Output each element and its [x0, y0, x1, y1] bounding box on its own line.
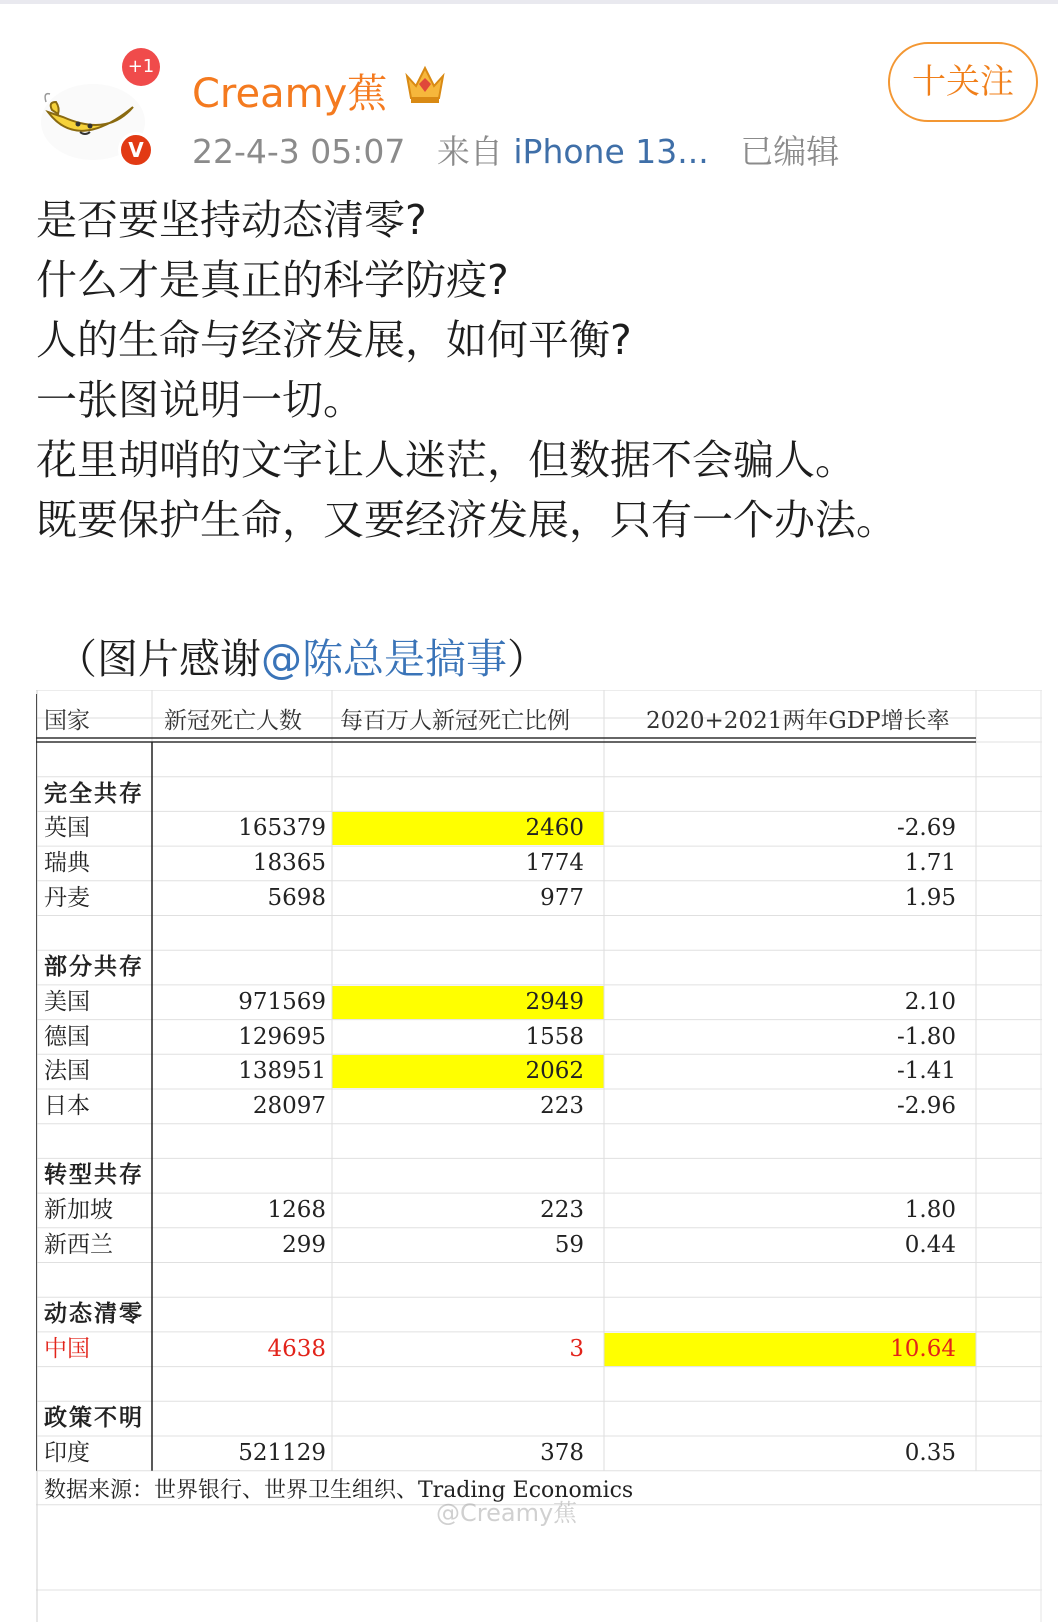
mention-link[interactable]: @陈总是搞事 [261, 635, 507, 683]
deaths-cell: 1268 [267, 1197, 326, 1224]
header-country: 国家 [44, 708, 90, 734]
from-label: 来自 [436, 132, 503, 171]
per-million-cell: 1558 [525, 1023, 584, 1050]
per-million-cell: 223 [540, 1197, 584, 1224]
country-cell: 美国 [44, 988, 90, 1015]
image-credit [56, 626, 548, 685]
group-label: 部分共存 [44, 953, 144, 981]
deaths-cell: 138951 [238, 1058, 326, 1085]
country-cell: 英国 [44, 815, 90, 842]
deaths-cell: 18365 [252, 850, 326, 877]
edited-label[interactable]: 已编辑 [740, 132, 840, 171]
per-million-cell: 2949 [525, 988, 584, 1015]
deaths-cell: 165379 [238, 815, 326, 842]
per-million-cell: 977 [540, 884, 584, 911]
deaths-cell: 971569 [238, 988, 326, 1015]
deaths-cell: 521129 [238, 1440, 326, 1466]
per-million-cell: 378 [540, 1440, 584, 1466]
country-cell: 新加坡 [44, 1197, 113, 1224]
per-million-cell: 3 [569, 1335, 584, 1362]
username[interactable]: Creamy蕉 [192, 71, 388, 117]
post-line: 人的生命与经济发展，如何平衡? [36, 316, 632, 364]
post-meta [192, 126, 839, 173]
gdp-cell: -1.80 [897, 1023, 956, 1050]
country-cell: 丹麦 [44, 884, 90, 911]
deaths-cell: 28097 [252, 1093, 326, 1119]
plus-badge: +1 [122, 48, 160, 86]
gdp-cell: 0.44 [904, 1231, 956, 1258]
country-cell: 印度 [44, 1440, 90, 1466]
deaths-cell: 4638 [267, 1335, 326, 1362]
group-label: 完全共存 [44, 779, 144, 807]
group-label: 政策不明 [44, 1404, 144, 1432]
header-gdp: 2020+2021两年GDP增长率 [646, 708, 950, 734]
verified-icon: V [118, 132, 154, 168]
post-text [36, 190, 1026, 550]
gdp-cell: 1.95 [904, 884, 956, 911]
country-cell: 法国 [44, 1058, 90, 1085]
data-source: 数据来源：世界银行、世界卫生组织、Trading Economics [44, 1477, 634, 1503]
deaths-cell: 129695 [238, 1023, 326, 1050]
country-cell: 中国 [44, 1335, 90, 1362]
weibo-watermark-icon: @Creamy蕉 [436, 1498, 578, 1527]
gdp-cell: 1.71 [904, 850, 956, 877]
user-avatar[interactable] [38, 56, 158, 162]
spreadsheet-image[interactable] [36, 690, 1042, 1622]
gdp-cell: -1.41 [897, 1058, 956, 1085]
gdp-cell: 2.10 [904, 988, 956, 1015]
per-million-cell: 2062 [525, 1058, 584, 1085]
per-million-cell: 1774 [525, 850, 584, 877]
country-cell: 日本 [44, 1093, 90, 1119]
post-line: 是否要坚持动态清零? [36, 196, 427, 244]
country-cell: 瑞典 [44, 850, 90, 877]
post-line: 花里胡哨的文字让人迷茫，但数据不会骗人。 [36, 436, 856, 484]
per-million-cell: 59 [554, 1231, 584, 1258]
deaths-cell: 5698 [267, 884, 326, 911]
group-label: 转型共存 [44, 1161, 144, 1189]
header-deaths: 新冠死亡人数 [164, 708, 302, 734]
timestamp: 22-4-3 05:07 [192, 132, 406, 171]
header-per-million: 每百万人新冠死亡比例 [340, 708, 570, 734]
post-line: 一张图说明一切。 [36, 376, 364, 424]
top-divider [0, 0, 1058, 4]
group-label: 动态清零 [44, 1300, 144, 1328]
credit-prefix: （图片感谢 [56, 635, 261, 683]
per-million-cell: 2460 [525, 815, 584, 842]
deaths-cell: 299 [282, 1231, 326, 1258]
post-line: 什么才是真正的科学防疫? [36, 256, 509, 304]
follow-button[interactable]: 十关注 [888, 42, 1038, 122]
gdp-cell: -2.69 [897, 815, 956, 842]
country-cell: 新西兰 [44, 1231, 113, 1258]
gdp-cell: 0.35 [904, 1440, 956, 1466]
gdp-cell: 10.64 [890, 1335, 956, 1362]
crown-icon [402, 60, 448, 106]
gdp-cell: -2.96 [897, 1093, 956, 1119]
post-line: 既要保护生命，又要经济发展，只有一个办法。 [36, 496, 897, 544]
device-source[interactable]: iPhone 13... [513, 132, 709, 171]
country-cell: 德国 [44, 1023, 90, 1050]
credit-suffix: ） [507, 635, 548, 683]
gdp-cell: 1.80 [904, 1197, 956, 1224]
per-million-cell: 223 [540, 1093, 584, 1119]
